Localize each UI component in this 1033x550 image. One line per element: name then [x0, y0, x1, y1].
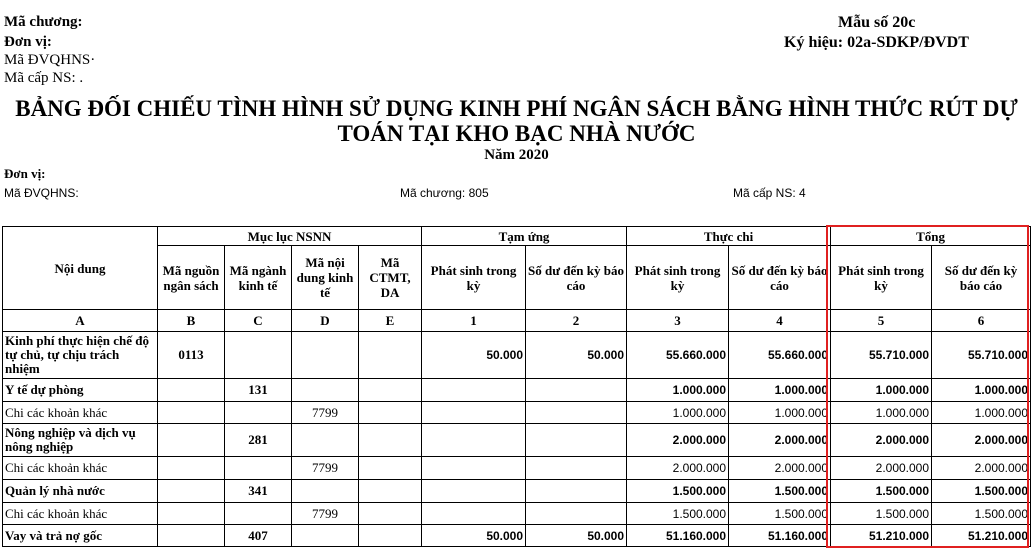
- ma-dvqhns-label: Mã ĐVQHNS·: [4, 52, 96, 68]
- amount-cell: 2.000.000: [729, 424, 831, 457]
- amount-cell: 1.500.000: [831, 480, 932, 503]
- row-label-cell: Quản lý nhà nước: [3, 480, 158, 503]
- amount-cell: 51.160.000: [729, 525, 831, 547]
- index-cell: D: [292, 310, 359, 332]
- amount-cell: 2.000.000: [627, 457, 729, 480]
- table-row: [3, 525, 1031, 547]
- amount-cell: 51.210.000: [831, 525, 932, 547]
- amount-cell: 55.710.000: [831, 332, 932, 379]
- code-cell: [158, 379, 225, 402]
- index-cell: 5: [831, 310, 932, 332]
- amount-cell: [526, 424, 627, 457]
- code-cell: [158, 503, 225, 525]
- table-row: [3, 424, 1031, 457]
- amount-cell: [422, 503, 526, 525]
- amount-cell: [526, 457, 627, 480]
- table-row: [3, 379, 1031, 402]
- don-vi-label: Đơn vị:: [4, 34, 52, 50]
- row-label-cell: Y tế dự phòng: [3, 379, 158, 402]
- code-cell: [359, 480, 422, 503]
- amount-cell: [422, 457, 526, 480]
- code-cell: [292, 424, 359, 457]
- amount-cell: 2.000.000: [831, 457, 932, 480]
- header-noi-dung: Nội dung: [3, 227, 158, 310]
- info-ma-dvqhns: Mã ĐVQHNS:: [4, 186, 79, 200]
- amount-cell: 2.000.000: [932, 457, 1031, 480]
- header-thuc-chi: Thực chi: [627, 227, 831, 246]
- amount-cell: [422, 402, 526, 424]
- amount-cell: 1.500.000: [729, 480, 831, 503]
- index-cell: E: [359, 310, 422, 332]
- amount-cell: 2.000.000: [627, 424, 729, 457]
- code-cell: [292, 480, 359, 503]
- header-ma-nguon: Mã nguồn ngân sách: [158, 246, 225, 310]
- report-title-line1: BẢNG ĐỐI CHIẾU TÌNH HÌNH SỬ DỤNG KINH PHÍ NGÂN SÁCH BẰNG HÌNH THỨC RÚT DỰ: [15, 96, 1018, 121]
- amount-cell: 1.000.000: [831, 402, 932, 424]
- code-cell: [225, 402, 292, 424]
- amount-cell: 2.000.000: [932, 424, 1031, 457]
- index-cell: 2: [526, 310, 627, 332]
- amount-cell: 2.000.000: [729, 457, 831, 480]
- code-cell: [292, 379, 359, 402]
- index-cell: 3: [627, 310, 729, 332]
- index-cell: 1: [422, 310, 526, 332]
- amount-cell: [526, 379, 627, 402]
- amount-cell: 1.000.000: [932, 379, 1031, 402]
- header-so-du-thuc-chi: Số dư đến kỳ báo cáo: [729, 246, 831, 310]
- code-cell: 7799: [292, 402, 359, 424]
- report-year: Năm 2020: [484, 147, 549, 163]
- row-label-cell: Kinh phí thực hiện chế độ tự chủ, tự chịu trách nhiệm: [3, 332, 158, 379]
- code-cell: [359, 457, 422, 480]
- code-cell: [225, 332, 292, 379]
- table-row: [3, 480, 1031, 503]
- ky-hieu: Ký hiệu: 02a-SDKP/ĐVDT: [784, 34, 969, 51]
- amount-cell: 51.210.000: [932, 525, 1031, 547]
- amount-cell: [422, 379, 526, 402]
- info-ma-cap-ns: Mã cấp NS: 4: [733, 186, 806, 200]
- table-row: [3, 457, 1031, 480]
- amount-cell: 1.500.000: [932, 503, 1031, 525]
- code-cell: [225, 457, 292, 480]
- amount-cell: 1.500.000: [627, 480, 729, 503]
- amount-cell: 50.000: [526, 332, 627, 379]
- code-cell: [158, 457, 225, 480]
- code-cell: [158, 480, 225, 503]
- header-tong: Tổng: [831, 227, 1031, 246]
- code-cell: [158, 424, 225, 457]
- code-cell: [359, 402, 422, 424]
- header-phat-sinh-thuc-chi: Phát sinh trong kỳ: [627, 246, 729, 310]
- row-label-cell: Chi các khoản khác: [3, 503, 158, 525]
- code-cell: [158, 402, 225, 424]
- amount-cell: [526, 402, 627, 424]
- index-row: [3, 310, 1031, 332]
- amount-cell: 1.000.000: [729, 402, 831, 424]
- amount-cell: 1.000.000: [627, 402, 729, 424]
- code-cell: 341: [225, 480, 292, 503]
- amount-cell: [526, 503, 627, 525]
- header-ma-nganh: Mã ngành kinh tế: [225, 246, 292, 310]
- amount-cell: 1.000.000: [831, 379, 932, 402]
- header-ma-noi-dung: Mã nội dung kinh tế: [292, 246, 359, 310]
- amount-cell: 50.000: [526, 525, 627, 547]
- code-cell: 407: [225, 525, 292, 547]
- index-cell: A: [3, 310, 158, 332]
- table-row: [3, 503, 1031, 525]
- amount-cell: 1.500.000: [932, 480, 1031, 503]
- index-cell: B: [158, 310, 225, 332]
- index-cell: C: [225, 310, 292, 332]
- amount-cell: 1.500.000: [831, 503, 932, 525]
- header-so-du-tam-ung: Số dư đến kỳ báo cáo: [526, 246, 627, 310]
- code-cell: [292, 525, 359, 547]
- row-label-cell: Vay và trả nợ gốc: [3, 525, 158, 547]
- code-cell: [359, 503, 422, 525]
- amount-cell: [422, 424, 526, 457]
- info-ma-chuong: Mã chương: 805: [400, 186, 489, 200]
- header-tam-ung: Tạm ứng: [422, 227, 627, 246]
- index-cell: 6: [932, 310, 1031, 332]
- index-cell: 4: [729, 310, 831, 332]
- code-cell: 7799: [292, 503, 359, 525]
- ma-chuong-label: Mã chương:: [4, 14, 83, 30]
- mau-so: Mẫu số 20c: [838, 14, 916, 31]
- ma-cap-ns-label: Mã cấp NS: .: [4, 70, 84, 86]
- row-label-cell: Chi các khoản khác: [3, 402, 158, 424]
- amount-cell: 55.710.000: [932, 332, 1031, 379]
- amount-cell: 1.000.000: [627, 379, 729, 402]
- row-label-cell: Nông nghiệp và dịch vụ nông nghiệp: [3, 424, 158, 457]
- amount-cell: 55.660.000: [729, 332, 831, 379]
- amount-cell: 2.000.000: [831, 424, 932, 457]
- amount-cell: 50.000: [422, 332, 526, 379]
- code-cell: [359, 332, 422, 379]
- amount-cell: 50.000: [422, 525, 526, 547]
- reconciliation-table: [2, 226, 1031, 547]
- amount-cell: [422, 480, 526, 503]
- header-phat-sinh-tong: Phát sinh trong kỳ: [831, 246, 932, 310]
- amount-cell: 1.000.000: [932, 402, 1031, 424]
- code-cell: [359, 379, 422, 402]
- table-row: [3, 332, 1031, 379]
- code-cell: [158, 525, 225, 547]
- amount-cell: 1.000.000: [729, 379, 831, 402]
- info-don-vi-label: Đơn vị:: [4, 166, 46, 181]
- amount-cell: 1.500.000: [729, 503, 831, 525]
- header-muc-luc: Mục lục NSNN: [158, 227, 422, 246]
- code-cell: [359, 525, 422, 547]
- amount-cell: [526, 480, 627, 503]
- header-phat-sinh-tam-ung: Phát sinh trong kỳ: [422, 246, 526, 310]
- amount-cell: 55.660.000: [627, 332, 729, 379]
- report-title-line2: TOÁN TẠI KHO BẠC NHÀ NƯỚC: [337, 121, 696, 146]
- row-label-cell: Chi các khoản khác: [3, 457, 158, 480]
- code-cell: [359, 424, 422, 457]
- code-cell: 7799: [292, 457, 359, 480]
- amount-cell: 1.500.000: [627, 503, 729, 525]
- code-cell: 131: [225, 379, 292, 402]
- code-cell: 281: [225, 424, 292, 457]
- amount-cell: 51.160.000: [627, 525, 729, 547]
- table-row: [3, 402, 1031, 424]
- header-so-du-tong: Số dư đến kỳ báo cáo: [932, 246, 1031, 310]
- code-cell: 0113: [158, 332, 225, 379]
- code-cell: [292, 332, 359, 379]
- header-ma-ctmt: Mã CTMT, DA: [359, 246, 422, 310]
- code-cell: [225, 503, 292, 525]
